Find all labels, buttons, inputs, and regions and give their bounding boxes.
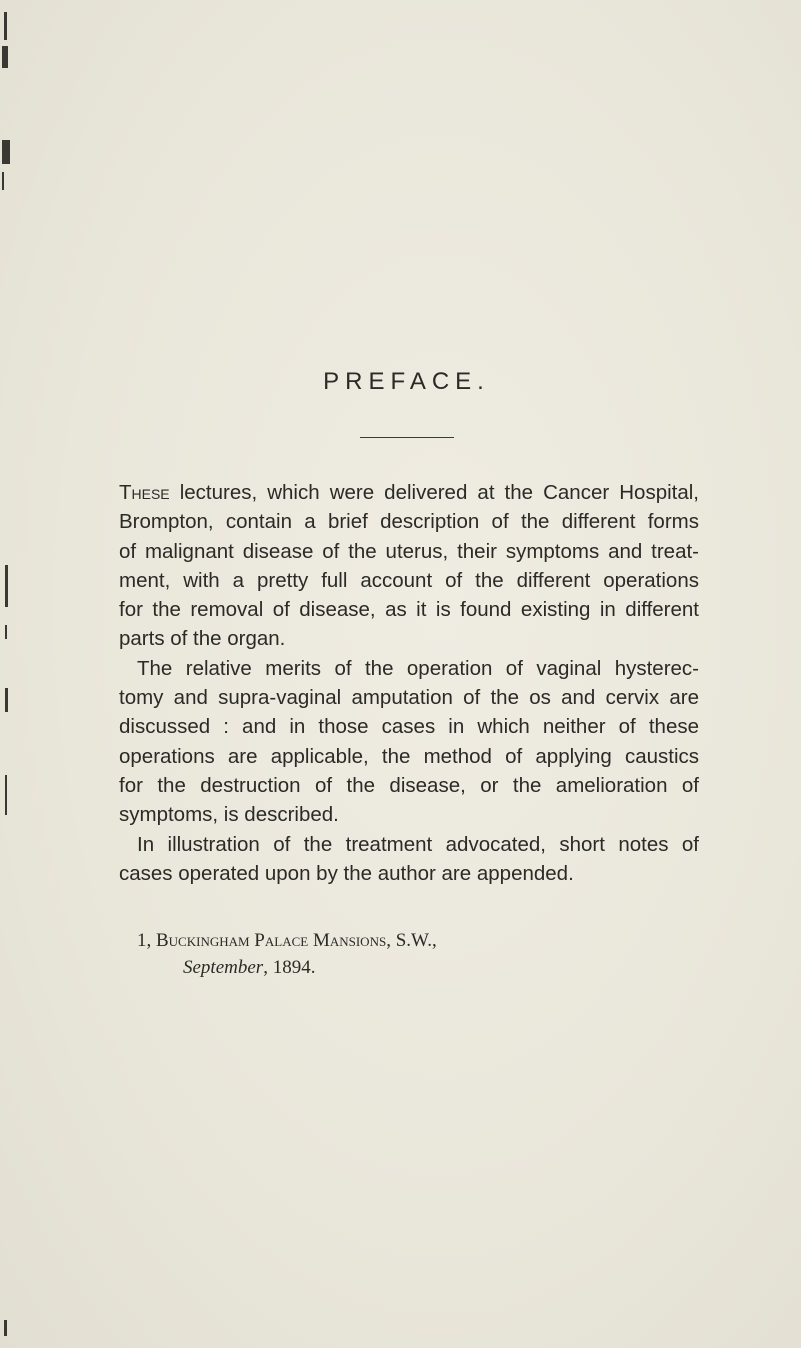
text-line: The relative merits of the operation of vaginal hysterec- bbox=[137, 656, 699, 680]
paragraph-2 bbox=[119, 654, 699, 830]
edge-mark bbox=[5, 688, 8, 712]
edge-mark bbox=[4, 1320, 7, 1336]
edge-mark bbox=[5, 625, 7, 639]
text-line: of malignant disease of the uterus, their symptoms and treat- bbox=[119, 539, 699, 563]
edge-mark bbox=[2, 46, 8, 68]
text-line: cases operated upon by the author are appended. bbox=[119, 861, 574, 885]
address-line: 1, Buckingham Palace Mansions, S.W., bbox=[137, 930, 437, 951]
text-line: operations are applicable, the method of applying caustics bbox=[119, 744, 699, 768]
text-line: These lectures, which were delivered at the Cancer Hospital, bbox=[119, 481, 699, 504]
signature-address bbox=[137, 927, 437, 981]
edge-mark bbox=[5, 565, 8, 607]
date-month: September bbox=[183, 957, 264, 978]
text-line: In illustration of the treatment advocated, short notes of bbox=[137, 832, 699, 856]
text-line: ment, with a pretty full account of the different operations bbox=[119, 568, 699, 592]
edge-mark bbox=[5, 775, 7, 815]
date-line bbox=[137, 954, 437, 981]
text-line: parts of the organ. bbox=[119, 627, 286, 651]
edge-mark bbox=[4, 12, 7, 40]
text-line: Brompton, contain a brief description of the different forms bbox=[119, 510, 699, 534]
edge-mark bbox=[2, 140, 10, 164]
text-line: discussed : and in those cases in which neither of these bbox=[119, 715, 699, 739]
text-line: tomy and supra-vaginal amputation of the os and cervix are bbox=[119, 686, 699, 710]
preface-body bbox=[119, 478, 699, 888]
paragraph-1 bbox=[119, 478, 699, 654]
date-year: , 1894. bbox=[263, 957, 316, 978]
title-rule bbox=[360, 437, 454, 438]
page-edge-marks bbox=[0, 0, 40, 1348]
edge-mark bbox=[2, 172, 4, 190]
text-line: for the removal of disease, as it is found existing in different bbox=[119, 598, 699, 622]
page-title: PREFACE. bbox=[323, 368, 490, 395]
paragraph-3 bbox=[119, 830, 699, 889]
text-line: symptoms, is described. bbox=[119, 803, 339, 827]
text-line: for the destruction of the disease, or the amelioration of bbox=[119, 773, 699, 797]
